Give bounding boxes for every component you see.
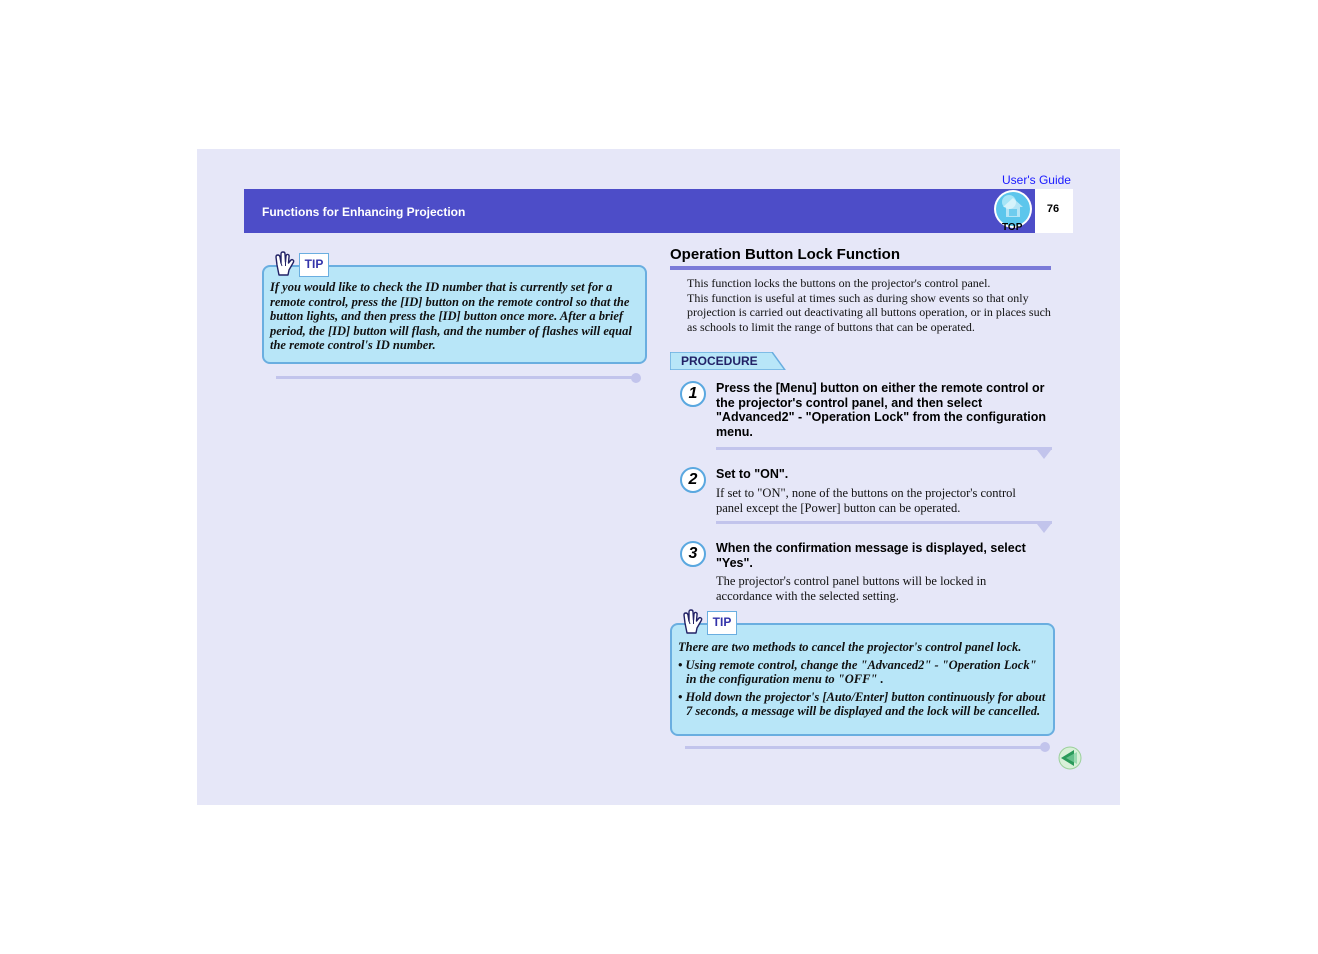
tip-end-rule [276, 376, 634, 379]
section-rule [670, 266, 1051, 270]
top-label: TOP [1002, 222, 1023, 233]
tip-label-2: TIP [707, 611, 737, 635]
hand-pointing-icon [273, 251, 297, 277]
step-arrow-1 [1037, 450, 1051, 459]
intro-line-2: This function is useful at times such as during show events so that only projection is carried out deactivating all buttons operation, or in places such as schools to limit the range of buttons that can be operated. [687, 290, 1051, 334]
intro-line-1: This function locks the buttons on the projector's control panel. [687, 276, 991, 290]
tip-end-dot [631, 373, 641, 383]
tip-bullet-1: • Using remote control, change the "Advanced2" - "Operation Lock" in the configuration menu to "OFF" . [678, 657, 1037, 687]
step-divider-1 [716, 447, 1052, 450]
tip-end-rule-2 [685, 746, 1043, 749]
section-intro [687, 276, 1051, 334]
section-title: Operation Button Lock Function [670, 246, 900, 263]
step-arrow-2 [1037, 524, 1051, 533]
tip-end-dot-2 [1040, 742, 1050, 752]
step-number-3: 3 [680, 541, 706, 567]
top-icon[interactable] [992, 189, 1034, 233]
step-heading-1: Press the [Menu] button on either the remote control or the projector's control panel, and then select "Advanced2" - "Operation Lock" from the configuration menu. [716, 381, 1046, 439]
tip-text: If you would like to check the ID number that is currently set for a remote control, press the [ID] button on the remote control so that the button lights, and then press the [ID] button once more. After a brief period, the [ID] button will flash, and the number of flashes will equal the remote control's ID number. [270, 280, 632, 353]
chapter-title: Functions for Enhancing Projection [262, 205, 466, 219]
users-guide-link[interactable]: User's Guide [1002, 173, 1071, 187]
step-body-3: The projector's control panel buttons will be locked in accordance with the selected setting. [716, 574, 987, 603]
step-body-2: If set to "ON", none of the buttons on the projector's control panel except the [Power] button can be operated. [716, 486, 1016, 515]
tip-bullet-2: • Hold down the projector's [Auto/Enter] button continuously for about 7 seconds, a message will be displayed and the lock will be cancelled. [678, 689, 1046, 719]
step-number-1: 1 [680, 381, 706, 407]
back-arrow-icon[interactable] [1057, 746, 1083, 770]
step-heading-2: Set to "ON". [716, 467, 789, 481]
tip-label: TIP [299, 253, 329, 277]
tip-intro: There are two methods to cancel the projector's control panel lock. [678, 640, 1022, 654]
step-heading-3: When the confirmation message is displayed, select "Yes". [716, 541, 1026, 570]
procedure-label: PROCEDURE [681, 354, 758, 368]
page-number: 76 [1046, 203, 1060, 215]
hand-pointing-icon [681, 609, 705, 635]
step-number-2: 2 [680, 467, 706, 493]
step-divider-2 [716, 521, 1052, 524]
tip-text-2 [678, 640, 1048, 719]
